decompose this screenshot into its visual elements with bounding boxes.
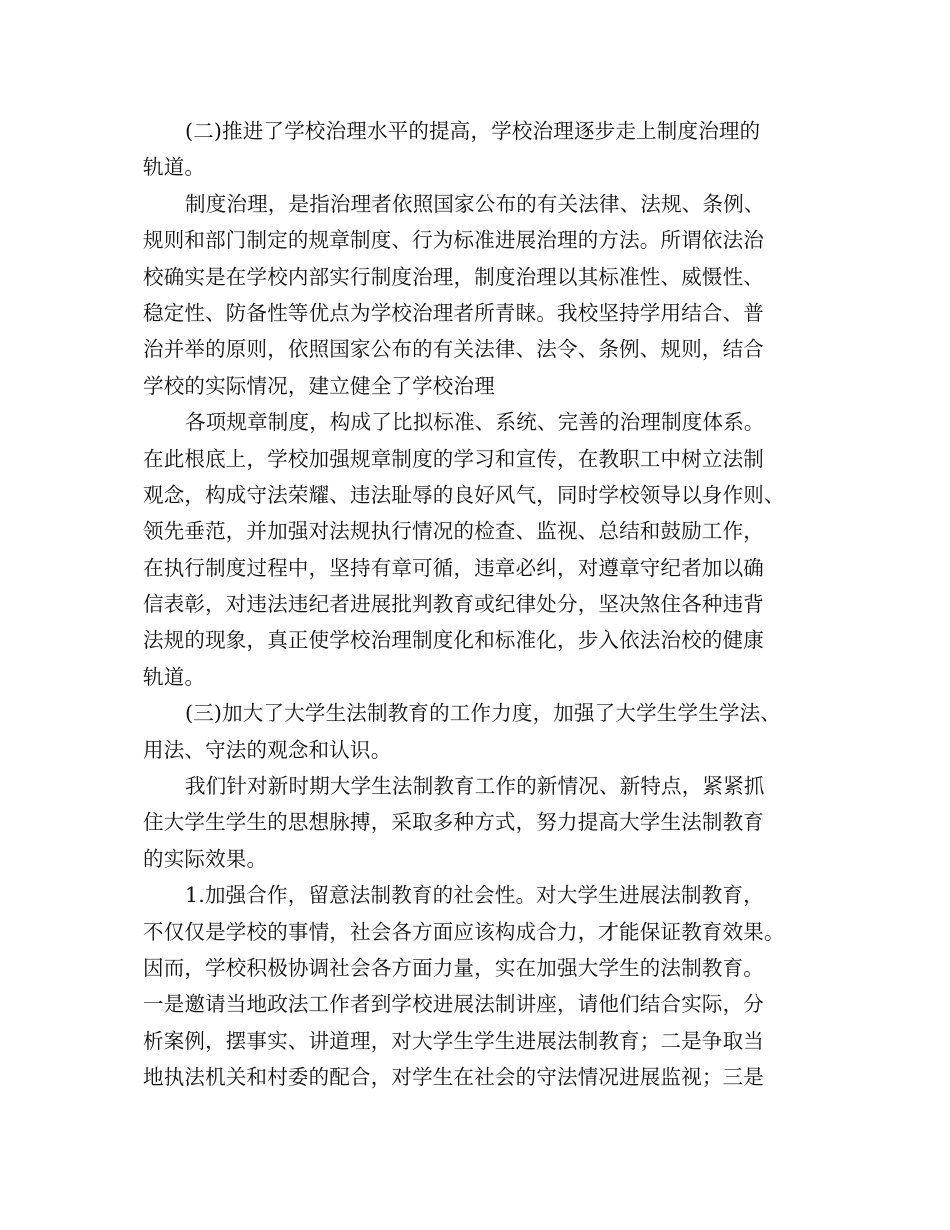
text-line: 信表彰，对违法违纪者进展批判教育或纪律处分，坚决煞住各种违背 xyxy=(143,592,764,617)
text-line: 住大学生学生的思想脉搏，采取多种方式，努力提高大学生法制教育 xyxy=(143,810,764,835)
text-line: 析案例，摆事实、讲道理，对大学生学生进展法制教育；二是争取当 xyxy=(143,1028,764,1053)
text-line: 制度治理，是指治理者依照国家公布的有关法律、法规、条例、 xyxy=(185,191,765,216)
text-line: 轨道。 xyxy=(143,664,206,689)
document-body xyxy=(143,113,811,1096)
text-line: 领先垂范，并加强对法规执行情况的检查、监视、总结和鼓励工作， xyxy=(143,519,764,544)
text-line: 治并举的原则，依照国家公布的有关法律、法令、条例、规则，结合 xyxy=(143,337,764,362)
text-line: 1.加强合作，留意法制教育的社会性。对大学生进展法制教育， xyxy=(185,883,764,908)
text-line: 各项规章制度，构成了比拟标准、系统、完善的治理制度体系。 xyxy=(185,410,765,435)
text-line: 一是邀请当地政法工作者到学校进展法制讲座，请他们结合实际，分 xyxy=(143,992,764,1017)
text-line: 轨道。 xyxy=(143,155,206,180)
text-line: 用法、守法的观念和认识。 xyxy=(143,737,392,762)
text-line: 不仅仅是学校的事情，社会各方面应该构成合力，才能保证教育效果。 xyxy=(143,919,785,944)
text-line: 的实际效果。 xyxy=(143,846,268,871)
text-line: 因而，学校积极协调社会各方面力量，实在加强大学生的法制教育。 xyxy=(143,955,764,980)
text-line: 我们针对新时期大学生法制教育工作的新情况、新特点，紧紧抓 xyxy=(185,774,765,799)
text-line: (三)加大了大学生法制教育的工作力度，加强了大学生学生学法、 xyxy=(185,701,781,726)
text-line: 在执行制度过程中，坚持有章可循，违章必纠，对遵章守纪者加以确 xyxy=(143,555,764,580)
text-line: 稳定性、防备性等优点为学校治理者所青睐。我校坚持学用结合、普 xyxy=(143,300,764,325)
text-line: 学校的实际情况，建立健全了学校治理 xyxy=(143,373,495,398)
text-line: (二)推进了学校治理水平的提高，学校治理逐步走上制度治理的 xyxy=(185,119,761,143)
text-line: 法规的现象，真正使学校治理制度化和标准化，步入依法治校的健康 xyxy=(143,628,764,653)
text-line: 校确实是在学校内部实行制度治理，制度治理以其标准性、威慑性、 xyxy=(143,264,764,289)
text-line: 规则和部门制定的规章制度、行为标准进展治理的方法。所谓依法治 xyxy=(143,228,764,253)
text-line: 地执法机关和村委的配合，对学生在社会的守法情况进展监视；三是 xyxy=(143,1065,764,1090)
text-line: 观念，构成守法荣耀、违法耻辱的良好风气，同时学校领导以身作则、 xyxy=(143,482,785,507)
text-line: 在此根底上，学校加强规章制度的学习和宣传，在教职工中树立法制 xyxy=(143,446,764,471)
